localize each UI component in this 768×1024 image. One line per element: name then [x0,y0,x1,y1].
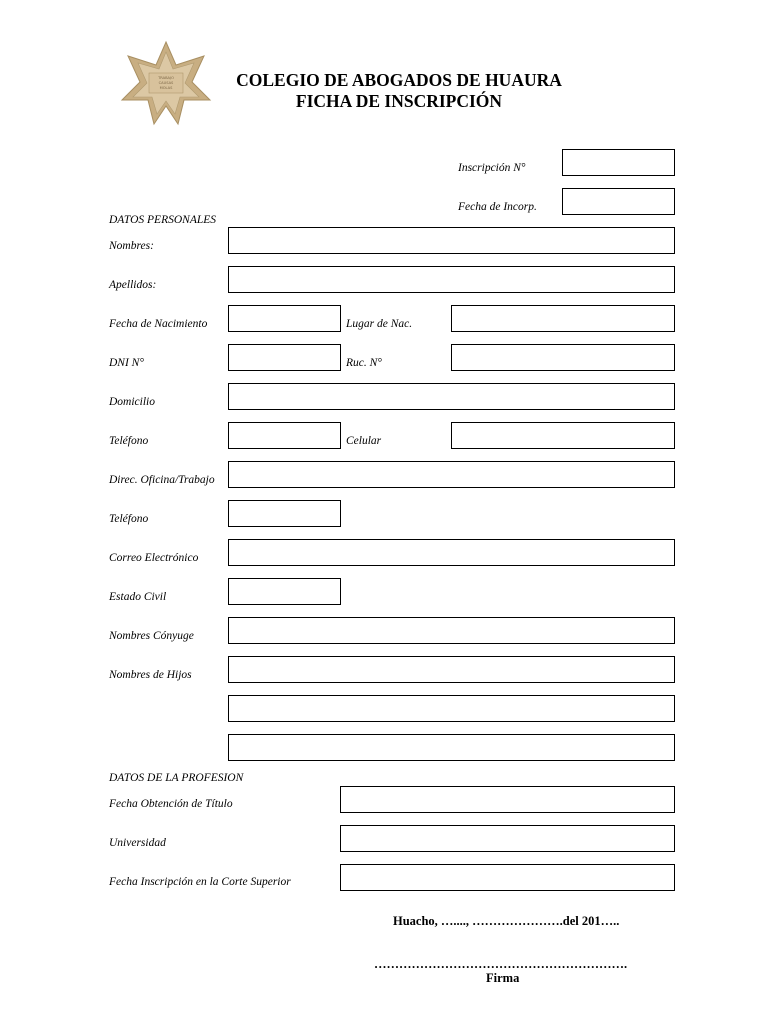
personal-data-heading: DATOS PERSONALES [109,214,217,226]
telefono-field[interactable] [228,422,341,449]
signature-line: ……………………………………………………. [374,957,628,971]
ruc-label: Ruc. N° [346,357,382,369]
universidad-label: Universidad [109,837,166,849]
estado-civil-field[interactable] [228,578,341,605]
correo-label: Correo Electrónico [109,552,199,564]
celular-field[interactable] [451,422,675,449]
nombres-field[interactable] [228,227,675,254]
universidad-field[interactable] [340,825,675,852]
svg-text:CAUSAS: CAUSAS [158,81,174,85]
dni-field[interactable] [228,344,341,371]
telefono-label: Teléfono [109,435,149,447]
apellidos-label: Apellidos: [109,279,157,291]
lugar-nac-label: Lugar de Nac. [346,318,413,330]
svg-text:MOLAS: MOLAS [159,86,173,90]
direc-oficina-label: Direc. Oficina/Trabajo [109,474,215,486]
nombres-label: Nombres: [109,240,154,252]
domicilio-field[interactable] [228,383,675,410]
fecha-nacimiento-field[interactable] [228,305,341,332]
domicilio-label: Domicilio [109,396,155,408]
signature-label: Firma [486,971,520,985]
celular-label: Celular [346,435,382,447]
conyuge-field[interactable] [228,617,675,644]
hijos-field-3[interactable] [228,734,675,761]
fecha-nacimiento-label: Fecha de Nacimiento [109,318,208,330]
correo-field[interactable] [228,539,675,566]
hijos-label: Nombres de Hijos [109,669,192,681]
profession-data-heading: DATOS DE LA PROFESION [109,772,244,784]
college-seal-logo [118,40,214,126]
direc-oficina-field[interactable] [228,461,675,488]
conyuge-label: Nombres Cónyuge [109,630,194,642]
telefono-trabajo-field[interactable] [228,500,341,527]
inscripcion-label: Inscripción N° [458,162,526,174]
ruc-field[interactable] [451,344,675,371]
fecha-corte-field[interactable] [340,864,675,891]
institution-title: COLEGIO DE ABOGADOS DE HUAURA [236,70,562,90]
place-date-line: Huacho, …...., ………………….del 201….. [393,914,620,928]
estado-civil-label: Estado Civil [109,591,167,603]
fecha-incorp-label: Fecha de Incorp. [458,201,537,213]
telefono-trabajo-label: Teléfono [109,513,149,525]
dni-label: DNI N° [109,357,144,369]
hijos-field-1[interactable] [228,656,675,683]
fecha-titulo-label: Fecha Obtención de Título [109,798,233,810]
svg-text:TRABAJO: TRABAJO [158,76,174,80]
fecha-titulo-field[interactable] [340,786,675,813]
lugar-nac-field[interactable] [451,305,675,332]
fecha-corte-label: Fecha Inscripción en la Corte Superior [109,876,291,888]
hijos-field-2[interactable] [228,695,675,722]
form-title: FICHA DE INSCRIPCIÓN [295,91,503,111]
fecha-incorp-field[interactable] [562,188,675,215]
inscripcion-number-field[interactable] [562,149,675,176]
apellidos-field[interactable] [228,266,675,293]
